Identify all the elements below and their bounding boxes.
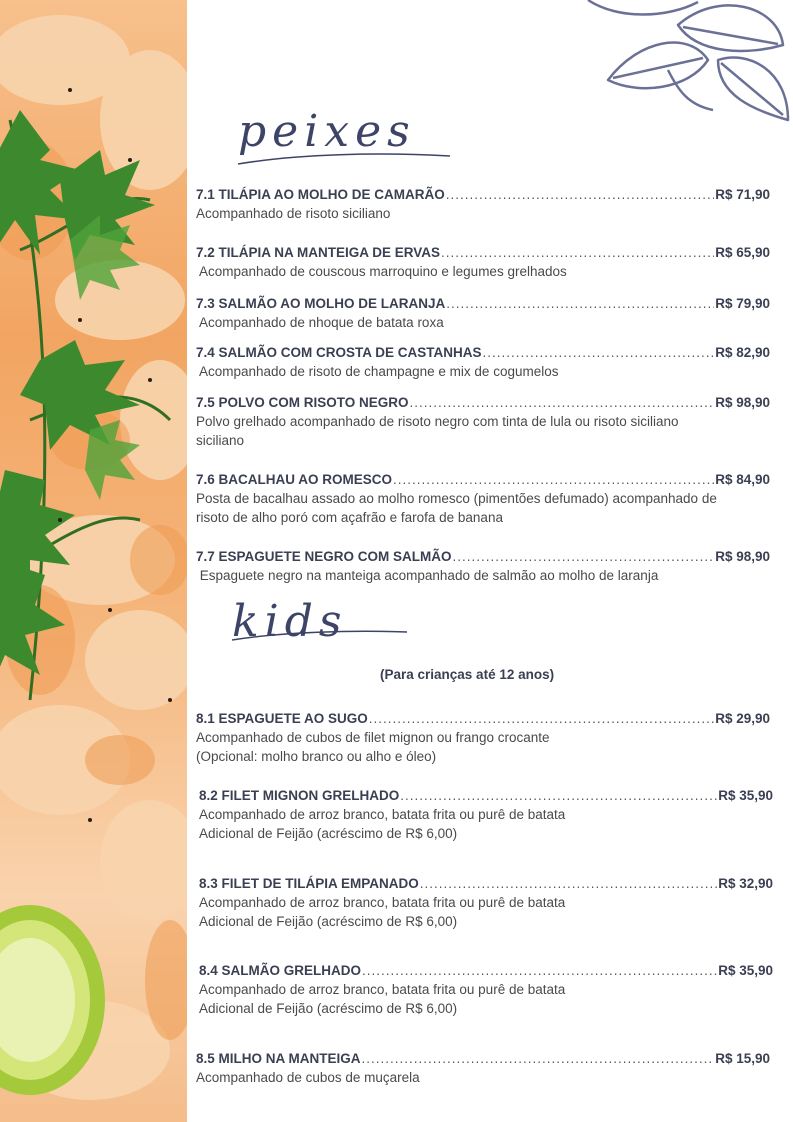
- kids-flourish: [232, 628, 412, 648]
- menu-item: [199, 961, 773, 1018]
- item-price: R$ 98,90: [715, 395, 770, 410]
- leader-dots: [441, 243, 714, 262]
- item-description: Espaguete negro na manteiga acompanhado de salmão ao molho de laranja: [196, 568, 659, 583]
- section-title-peixes: peixes: [238, 106, 416, 157]
- item-price: R$ 84,90: [715, 472, 770, 487]
- item-price: R$ 98,90: [715, 549, 770, 564]
- item-description: Acompanhado de couscous marroquino e legumes grelhados: [196, 264, 567, 279]
- item-price: R$ 32,90: [718, 876, 773, 891]
- leader-dots: [362, 961, 717, 980]
- menu-item: [196, 470, 770, 527]
- leader-dots: [446, 185, 714, 204]
- menu-item: [196, 243, 770, 281]
- food-photo-panel: [0, 0, 187, 1122]
- item-name: 7.6 BACALHAU AO ROMESCO: [196, 472, 393, 487]
- food-photo-illustration: [0, 0, 187, 1122]
- item-description: Acompanhado de cubos de muçarela: [196, 1070, 420, 1085]
- kids-age-note: (Para crianças até 12 anos): [380, 667, 555, 682]
- leader-dots: [393, 470, 714, 489]
- item-name: 8.5 MILHO NA MANTEIGA: [196, 1051, 361, 1066]
- leaf-illustration: [578, 0, 793, 125]
- item-description: (Opcional: molho branco ou alho e óleo): [196, 749, 437, 764]
- menu-item: [196, 343, 770, 381]
- item-description: Acompanhado de risoto de champagne e mix de cogumelos: [196, 364, 559, 379]
- item-description: Adicional de Feijão (acréscimo de R$ 6,00): [199, 1001, 458, 1016]
- item-price: R$ 82,90: [715, 345, 770, 360]
- leader-dots: [483, 343, 715, 362]
- item-price: R$ 65,90: [715, 245, 770, 260]
- item-description: Adicional de Feijão (acréscimo de R$ 6,00): [199, 914, 458, 929]
- menu-item: [196, 294, 770, 332]
- menu-item: [196, 393, 770, 450]
- leader-dots: [453, 547, 715, 566]
- leader-dots: [400, 786, 717, 805]
- item-name: 8.3 FILET DE TILÁPIA EMPANADO: [199, 876, 419, 891]
- item-price: R$ 79,90: [715, 296, 770, 311]
- menu-item: [199, 786, 773, 843]
- item-description: Acompanhado de nhoque de batata roxa: [196, 315, 444, 330]
- item-description: Acompanhado de arroz branco, batata frita ou purê de batata: [199, 982, 566, 997]
- item-description: Acompanhado de risoto siciliano: [196, 206, 391, 221]
- item-description: Acompanhado de arroz branco, batata frita ou purê de batata: [199, 895, 566, 910]
- item-description: Polvo grelhado acompanhado de risoto negro com tinta de lula ou risoto siciliano: [196, 414, 679, 429]
- item-name: 8.1 ESPAGUETE AO SUGO: [196, 711, 368, 726]
- item-name: 7.4 SALMÃO COM CROSTA DE CASTANHAS: [196, 345, 482, 360]
- item-name: 7.2 TILÁPIA NA MANTEIGA DE ERVAS: [196, 245, 441, 260]
- leader-dots: [362, 1049, 715, 1068]
- menu-item: [196, 1049, 770, 1087]
- leader-dots: [369, 709, 714, 728]
- item-description: Adicional de Feijão (acréscimo de R$ 6,00): [199, 826, 458, 841]
- item-name: 7.5 POLVO COM RISOTO NEGRO: [196, 395, 409, 410]
- item-description: siciliano: [196, 433, 245, 448]
- item-name: 7.7 ESPAGUETE NEGRO COM SALMÃO: [196, 549, 452, 564]
- item-description: Acompanhado de cubos de filet mignon ou frango crocante: [196, 730, 550, 745]
- menu-item: [196, 185, 770, 223]
- peixes-flourish: [238, 150, 453, 170]
- leader-dots: [410, 393, 715, 412]
- item-description: Acompanhado de arroz branco, batata frita ou purê de batata: [199, 807, 566, 822]
- leader-dots: [446, 294, 714, 313]
- item-price: R$ 29,90: [715, 711, 770, 726]
- item-description: Posta de bacalhau assado ao molho romesco (pimentões defumado) acompanhado de: [196, 491, 717, 506]
- item-name: 8.4 SALMÃO GRELHADO: [199, 963, 362, 978]
- item-price: R$ 71,90: [715, 187, 770, 202]
- item-price: R$ 35,90: [718, 788, 773, 803]
- menu-item: [199, 874, 773, 931]
- leader-dots: [420, 874, 717, 893]
- menu-item: [196, 709, 770, 766]
- menu-item: [196, 547, 770, 585]
- item-name: 7.3 SALMÃO AO MOLHO DE LARANJA: [196, 296, 446, 311]
- item-price: R$ 15,90: [715, 1051, 770, 1066]
- section-title-kids: kids: [232, 596, 348, 647]
- item-name: 7.1 TILÁPIA AO MOLHO DE CAMARÃO: [196, 187, 445, 202]
- item-name: 8.2 FILET MIGNON GRELHADO: [199, 788, 400, 803]
- item-price: R$ 35,90: [718, 963, 773, 978]
- item-description: risoto de alho poró com açafrão e farofa de banana: [196, 510, 503, 525]
